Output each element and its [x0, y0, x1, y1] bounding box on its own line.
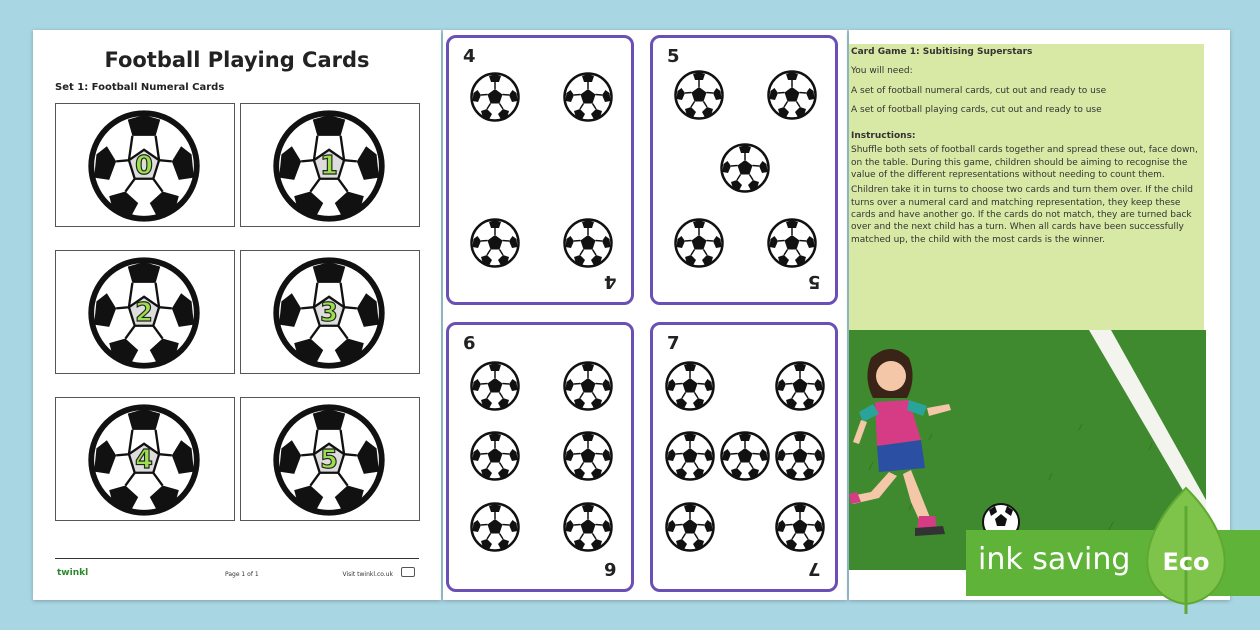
numeral-card-3 — [240, 250, 420, 374]
playing-card-7 — [650, 322, 838, 592]
football-icon — [775, 361, 825, 411]
football-icon — [775, 431, 825, 481]
playing-card-5 — [650, 35, 838, 305]
numeral-text: 0 — [135, 151, 153, 182]
numeral-card-2 — [55, 250, 235, 374]
football-icon — [470, 361, 520, 411]
numeral-text: 5 — [320, 445, 338, 476]
playing-card-4 — [446, 35, 634, 305]
game-heading: Card Game 1: Subitising Superstars — [851, 47, 1033, 57]
twinkl-logo: twinkl — [57, 568, 89, 578]
instruction-paragraph-2: Children take it in turns to choose two cards and turn them over. If the child turns over a numeral card and matching representation, they keep these cards and have another go. If the cards do not match, they are turned back over and the next child has a turn. When all cards have been successfully matched up, the child with the most cards is the winner. — [851, 185, 1193, 245]
numeral-text: 4 — [135, 445, 153, 476]
card-number-bottom: 7 — [808, 558, 821, 579]
football-icon — [665, 431, 715, 481]
card-number-top: 6 — [463, 333, 476, 354]
need-item-1: A set of football numeral cards, cut out and ready to use — [851, 85, 1107, 96]
football-icon — [269, 108, 389, 224]
card-number-top: 4 — [463, 46, 476, 67]
football-icon — [563, 431, 613, 481]
numeral-card-5 — [240, 397, 420, 521]
playing-cards-page — [443, 30, 847, 600]
card-number-bottom: 4 — [604, 271, 617, 292]
football-icon — [720, 143, 770, 193]
card-number-top: 7 — [667, 333, 680, 354]
printer-icon — [401, 567, 415, 577]
football-icon — [269, 255, 389, 371]
numeral-text: 2 — [135, 298, 153, 329]
need-item-2: A set of football playing cards, cut out and ready to use — [851, 104, 1102, 115]
football-icon — [470, 218, 520, 268]
football-icon — [563, 361, 613, 411]
instructions-label: Instructions: — [851, 131, 916, 142]
football-icon — [563, 72, 613, 122]
football-icon — [665, 502, 715, 552]
visit-link: Visit twinkl.co.uk — [342, 571, 393, 578]
numeral-cards-page — [33, 30, 441, 600]
football-icon — [84, 108, 204, 224]
instruction-paragraph-1: Shuffle both sets of football cards together and spread these out, face down, on the table. During this game, children should be aiming to recognise the value of the different representations without needing to count them. — [851, 145, 1198, 181]
football-icon — [775, 502, 825, 552]
ink-saving-label: ink saving — [978, 542, 1131, 577]
card-number-bottom: 5 — [808, 271, 821, 292]
football-icon — [84, 255, 204, 371]
football-icon — [767, 70, 817, 120]
eco-leaf-icon — [1144, 486, 1228, 616]
eco-label: Eco — [1162, 548, 1210, 576]
football-icon — [563, 502, 613, 552]
numeral-card-4 — [55, 397, 235, 521]
numeral-card-1 — [240, 103, 420, 227]
football-icon — [84, 402, 204, 518]
need-label: You will need: — [851, 66, 913, 77]
instructions-panel — [849, 44, 1204, 356]
card-number-top: 5 — [667, 46, 680, 67]
page-footer — [55, 558, 419, 588]
football-icon — [470, 72, 520, 122]
football-icon — [674, 70, 724, 120]
football-icon — [470, 431, 520, 481]
football-icon — [720, 431, 770, 481]
numeral-card-0 — [55, 103, 235, 227]
football-icon — [470, 502, 520, 552]
numeral-text: 3 — [320, 298, 338, 329]
football-icon — [665, 361, 715, 411]
numeral-text: 1 — [320, 151, 338, 182]
page-number: Page 1 of 1 — [225, 571, 259, 578]
page-title: Football Playing Cards — [104, 48, 370, 72]
football-icon — [674, 218, 724, 268]
football-icon — [269, 402, 389, 518]
card-number-bottom: 6 — [604, 558, 617, 579]
football-icon — [563, 218, 613, 268]
playing-card-6 — [446, 322, 634, 592]
set-subtitle: Set 1: Football Numeral Cards — [55, 82, 225, 93]
football-icon — [767, 218, 817, 268]
